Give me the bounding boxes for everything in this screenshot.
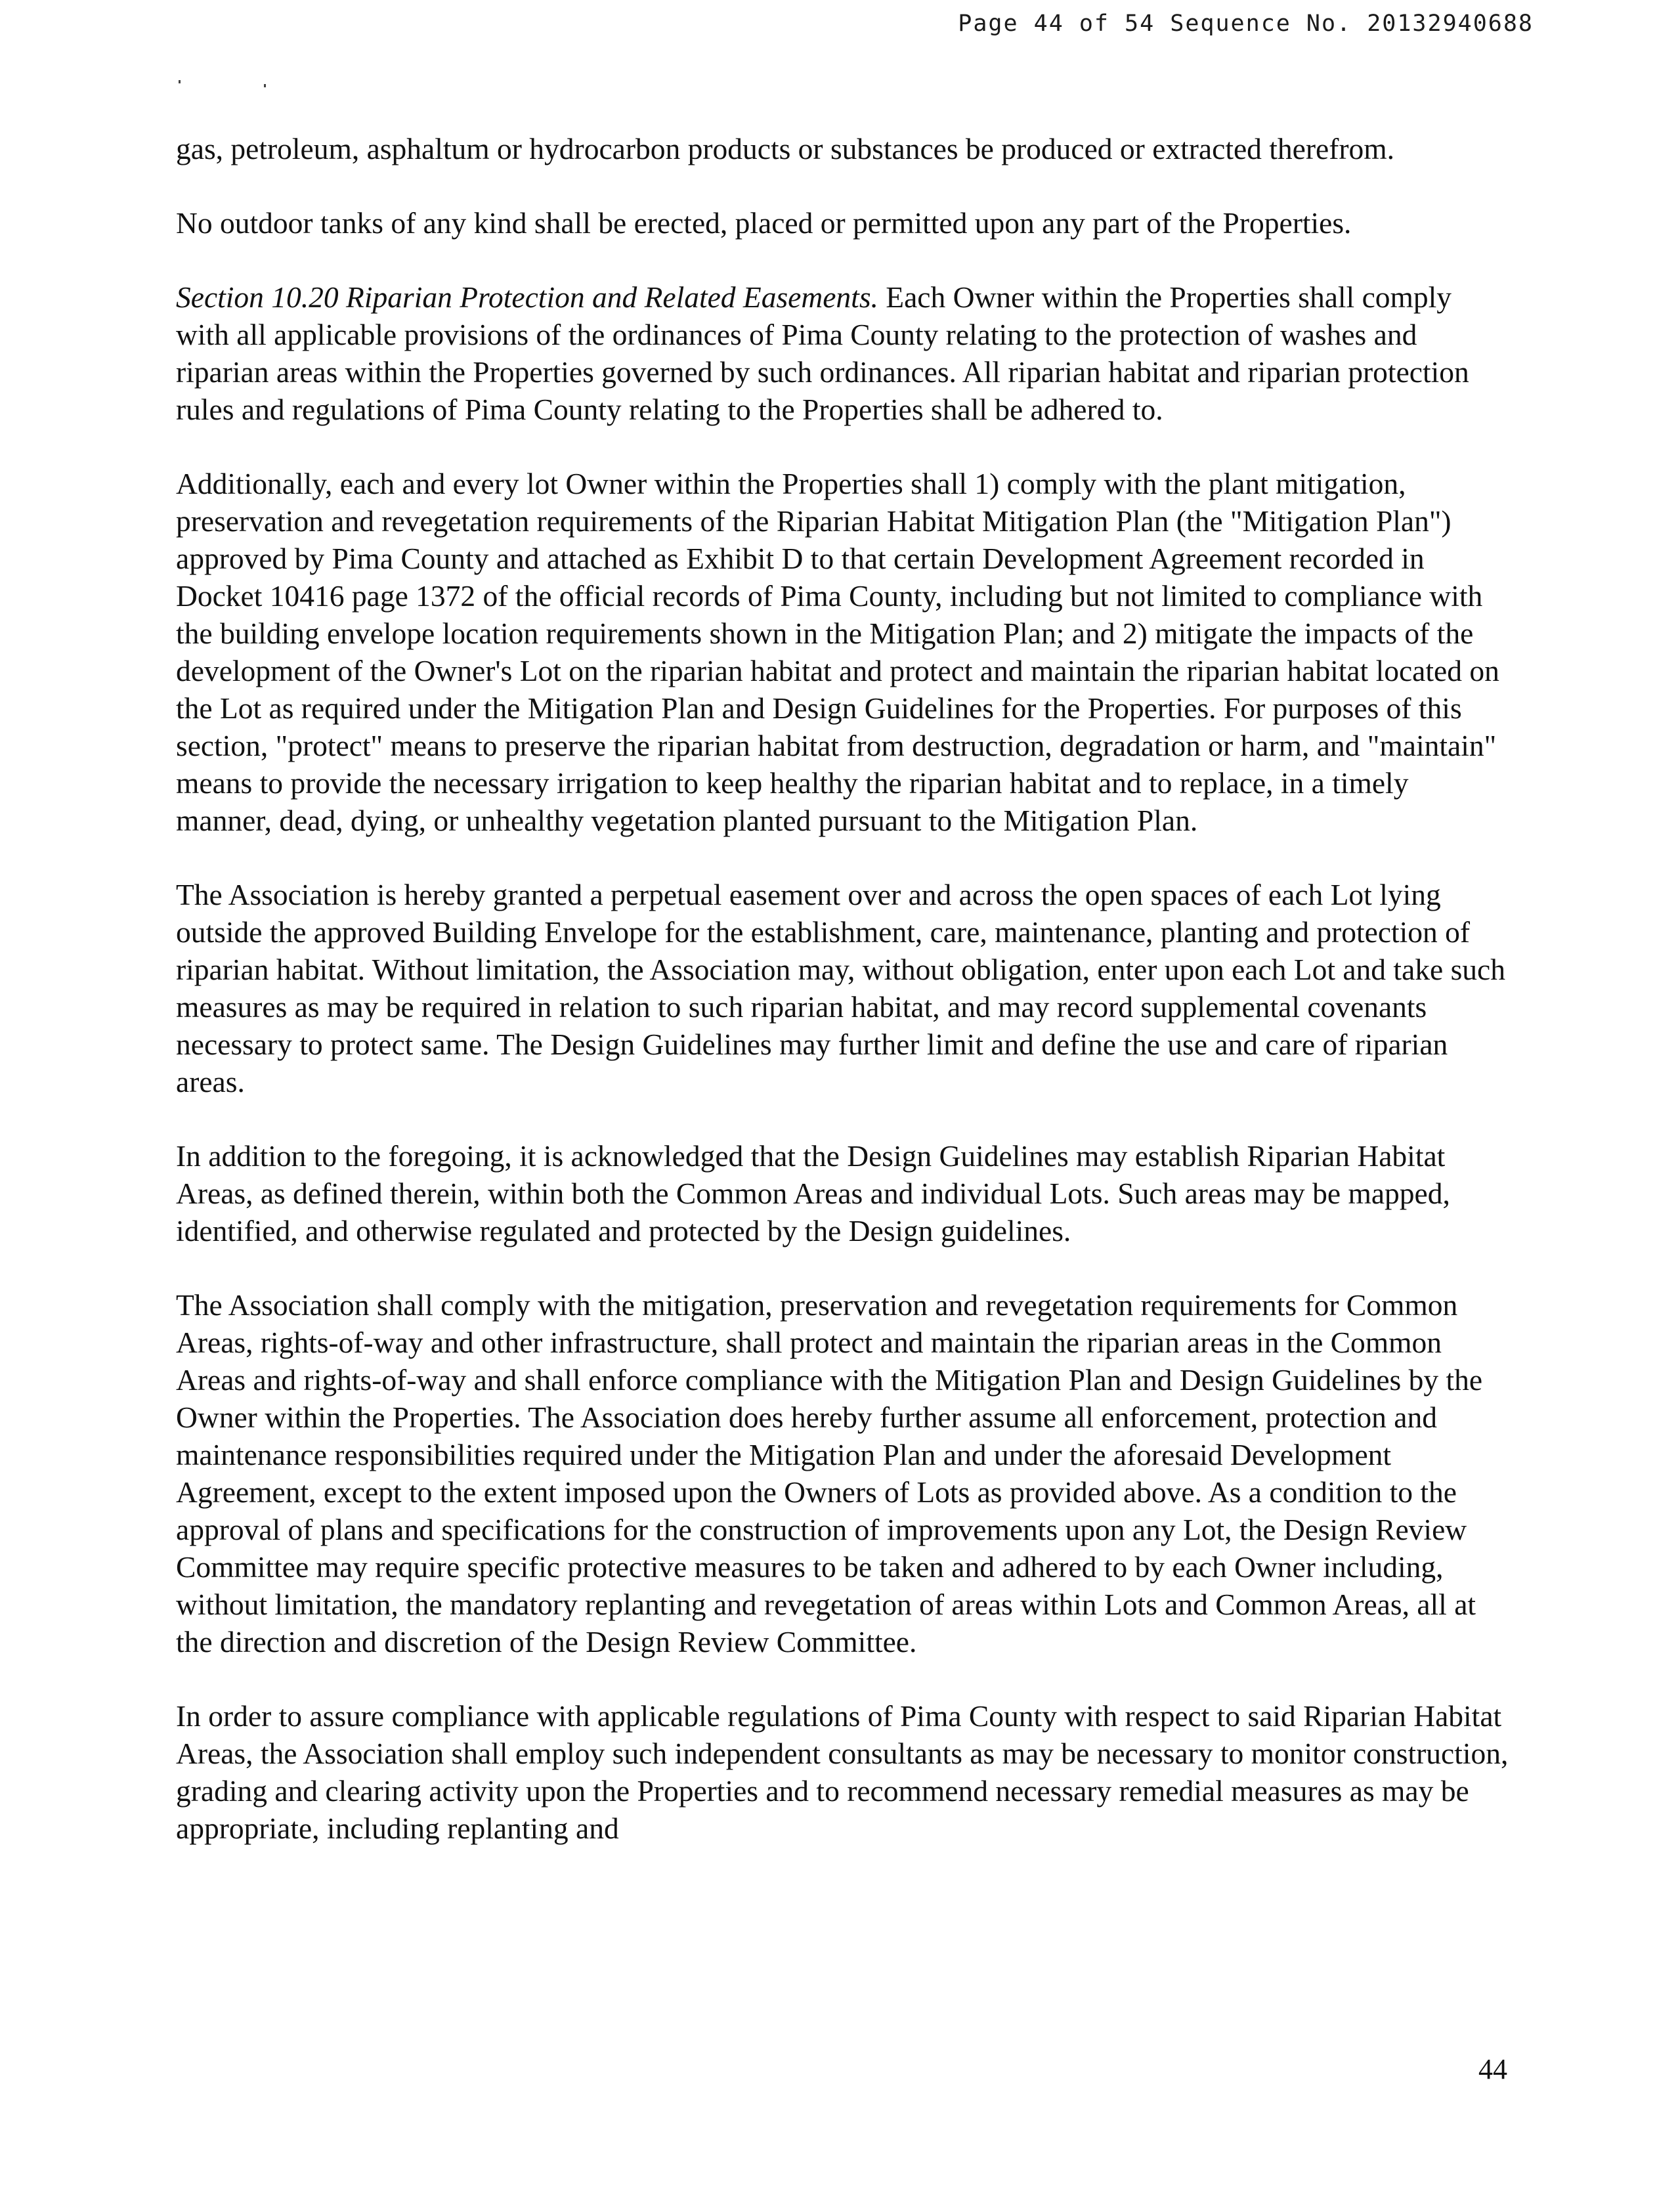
- page-number: 44: [1478, 2053, 1507, 2085]
- section-body: Each Owner within the Properties shall comply with all applicable provisions of the ordinances of Pima County relating to the protection of washes and riparian areas within the Properties governed by such ordinances. All riparian habitat and riparian protection rules and regulations of Pima County relating to the Properties shall be adhered to.: [176, 280, 1469, 426]
- section-heading: Section 10.20 Riparian Protection and Related Easements.: [176, 280, 878, 314]
- scan-speck: [264, 84, 266, 87]
- paragraph-1: gas, petroleum, asphaltum or hydrocarbon products or substances be produced or extracted therefrom.: [176, 132, 1395, 165]
- page-sequence-header: Page 44 of 54 Sequence No. 20132940688: [958, 11, 1534, 37]
- paragraph-4: Additionally, each and every lot Owner within the Properties shall 1) comply with the plant mitigation, preservation and revegetation requirements of the Riparian Habitat Mitigation Plan (the "Mitigation Plan") approved by Pima County and attached as Exhibit D to that certain Development Agreement recorded in Docket 10416 page 1372 of the official records of Pima County, including but not limited to compliance with the building envelope location requirements shown in the Mitigation Plan; and 2) mitigate the impacts of the development of the Owner's Lot on the riparian habitat and protect and maintain the riparian habitat located on the Lot as required under the Mitigation Plan and Design Guidelines for the Properties. For purposes of this section, "protect" means to preserve the riparian habitat from destruction, degradation or harm, and "maintain" means to provide the necessary irrigation to keep healthy the riparian habitat and to replace, in a timely manner, dead, dying, or unhealthy vegetation planted pursuant to the Mitigation Plan.: [176, 467, 1499, 837]
- paragraph-2: No outdoor tanks of any kind shall be erected, placed or permitted upon any part of the Properties.: [176, 206, 1352, 240]
- paragraph-5: The Association is hereby granted a perpetual easement over and across the open spaces of each Lot lying outside the approved Building Envelope for the establishment, care, maintenance, planting and protection of riparian habitat. Without limitation, the Association may, without obligation, enter upon each Lot and take such measures as may be required in relation to such riparian habitat, and may record supplemental covenants necessary to protect same. The Design Guidelines may further limit and define the use and care of riparian areas.: [176, 878, 1505, 1098]
- paragraph-6: In addition to the foregoing, it is acknowledged that the Design Guidelines may establish Riparian Habitat Areas, as defined therein, within both the Common Areas and individual Lots. Such areas may be mapped, identified, and otherwise regulated and protected by the Design guidelines.: [176, 1139, 1450, 1247]
- scan-speck: [179, 80, 181, 83]
- paragraph-7: The Association shall comply with the mitigation, preservation and revegetation requirements for Common Areas, rights-of-way and other infrastructure, shall protect and maintain the riparian areas in the Common Areas and rights-of-way and shall enforce compliance with the Mitigation Plan and Design Guidelines by the Owner within the Properties. The Association does hereby further assume all enforcement, protection and maintenance responsibilities required under the Mitigation Plan and under the aforesaid Development Agreement, except to the extent imposed upon the Owners of Lots as provided above. As a condition to the approval of plans and specifications for the construction of improvements upon any Lot, the Design Review Committee may require specific protective measures to be taken and adhered to by each Owner including, without limitation, the mandatory replanting and revegetation of areas within Lots and Common Areas, all at the direction and discretion of the Design Review Committee.: [176, 1288, 1483, 1659]
- document-body: [176, 130, 1509, 1884]
- paragraph-8: In order to assure compliance with applicable regulations of Pima County with respect to said Riparian Habitat Areas, the Association shall employ such independent consultants as may be necessary to monitor construction, grading and clearing activity upon the Properties and to recommend necessary remedial measures as may be appropriate, including replanting and: [176, 1699, 1509, 1845]
- paragraph-section-10-20: [176, 278, 1509, 428]
